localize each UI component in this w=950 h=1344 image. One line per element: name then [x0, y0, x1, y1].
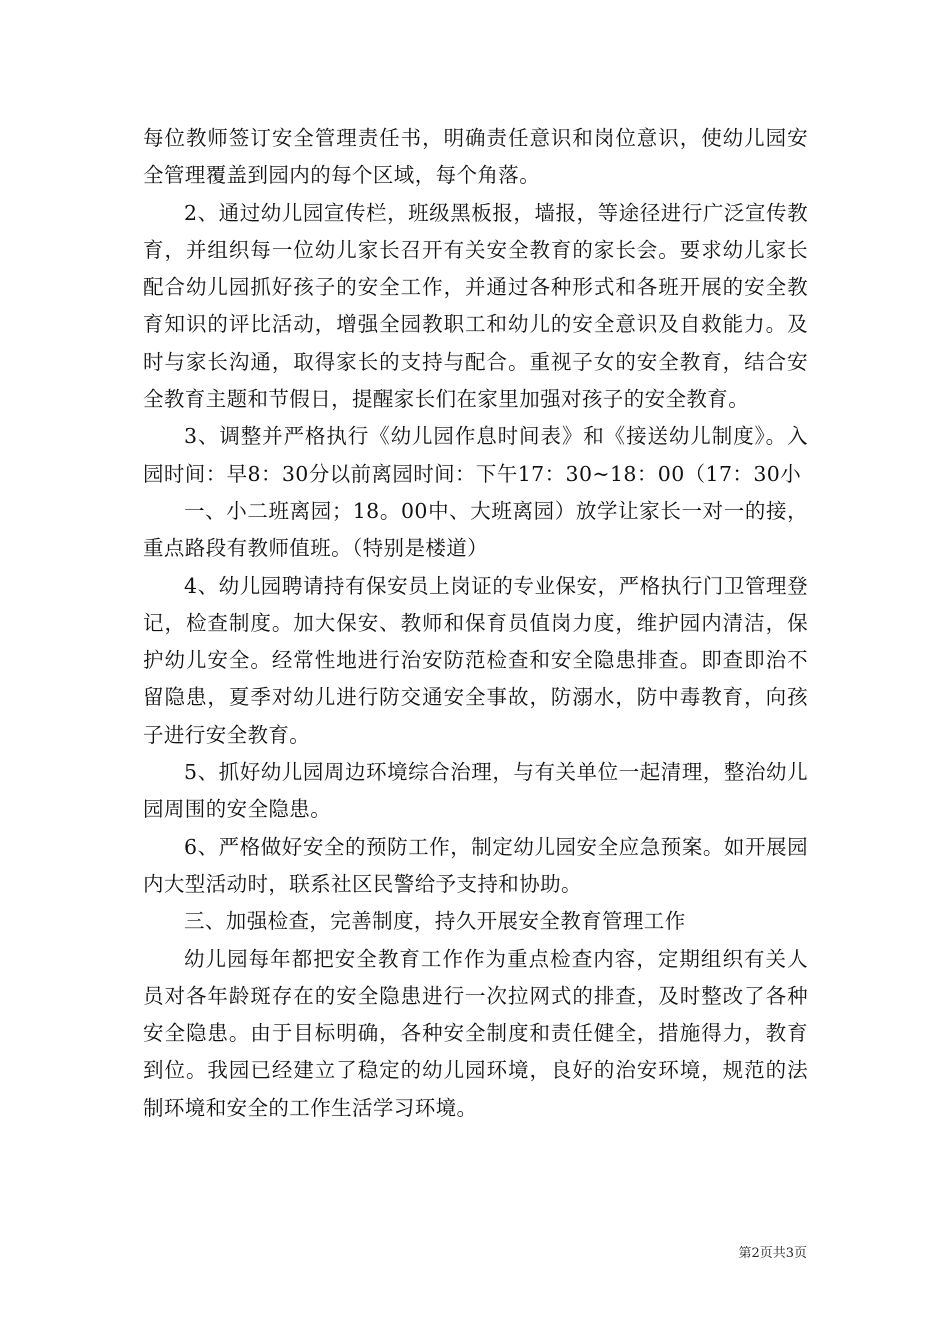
paragraph: 5、抓好幼儿园周边环境综合治理，与有关单位一起清理，整治幼儿园周围的安全隐患。: [143, 760, 808, 822]
paragraph: 4、幼儿园聘请持有保安员上岗证的专业保安，严格执行门卫管理登记，检查制度。加大保安、教师和保育员值岗力度，维护园内清洁，保护幼儿安全。经常性地进行治安防范检查和安全隐患排查。即查即治不留隐患，夏季对幼儿进行防交通安全事故，防溺水，防中毒教育，向孩子进行安全教育。: [143, 573, 808, 747]
document-body: [143, 120, 808, 1127]
section-heading: 三、加强检查，完善制度，持久开展安全教育管理工作: [184, 909, 686, 934]
paragraph: 幼儿园每年都把安全教育工作作为重点检查内容，定期组织有关人员对各年龄斑存在的安全隐患进行一次拉网式的排查，及时整改了各种安全隐患。由于目标明确，各种安全制度和责任健全，措施得力，教育到位。我园已经建立了稳定的幼儿园环境，良好的治安环境，规范的法制环境和安全的工作生活学习环境。: [143, 946, 808, 1120]
paragraph: 一、小二班离园；18。00中、大班离园）放学让家长一对一的接，重点路段有教师值班。（特别是楼道）: [143, 498, 808, 561]
paragraph: 3、调整并严格执行《幼儿园作息时间表》和《接送幼儿制度》。入园时间：早8：30分以前离园时间：下午17：30~18：00（17：30小: [143, 424, 808, 486]
page-number-footer: 第2页共3页: [738, 1246, 807, 1261]
paragraph: 6、严格做好安全的预防工作，制定幼儿园安全应急预案。如开展园内大型活动时，联系社区民警给予支持和协助。: [143, 834, 808, 896]
paragraph: 每位教师签订安全管理责任书，明确责任意识和岗位意识，使幼儿园安全管理覆盖到园内的每个区域，每个角落。: [143, 126, 808, 188]
paragraph: 2、通过幼儿园宣传栏，班级黑板报，墙报，等途径进行广泛宣传教育，并组织每一位幼儿家长召开有关安全教育的家长会。要求幼儿家长配合幼儿园抓好孩子的安全工作，并通过各种形式和各班开展的安全教育知识的评比活动，增强全园教职工和幼儿的安全意识及自救能力。及时与家长沟通，取得家长的支持与配合。重视子女的安全教育，结合安全教育主题和节假日，提醒家长们在家里加强对孩子的安全教育。: [143, 200, 808, 412]
